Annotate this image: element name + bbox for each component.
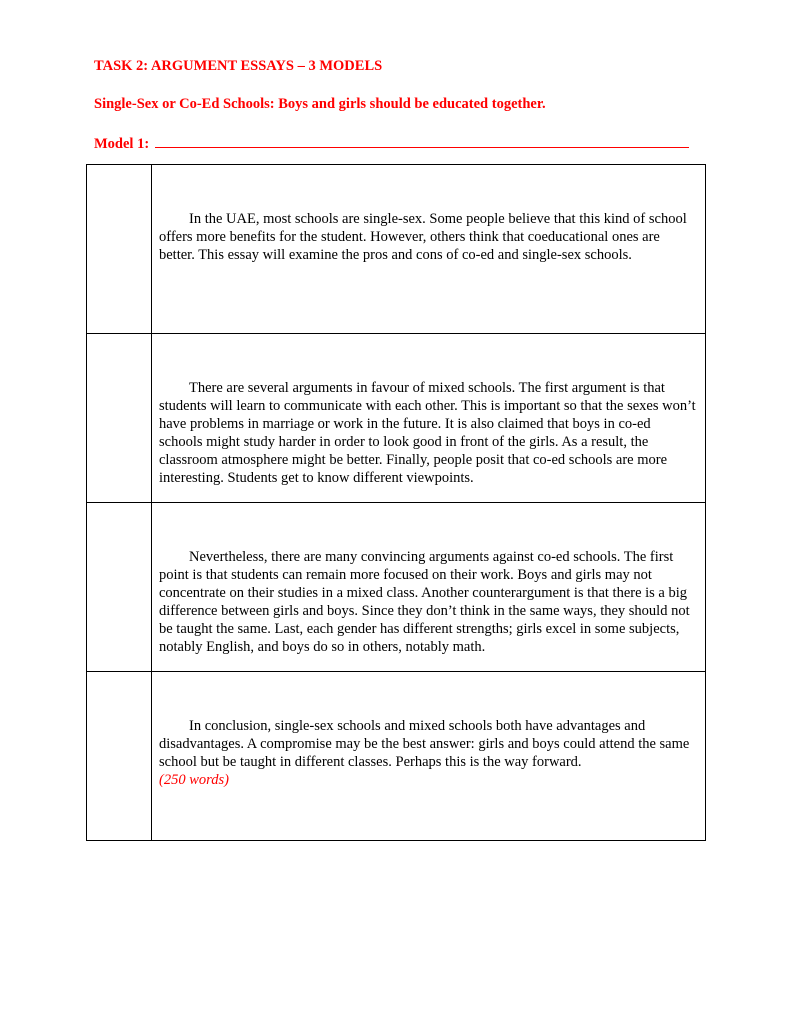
table-row xyxy=(87,165,706,334)
margin-cell-2 xyxy=(87,334,152,503)
paragraph-cell-1 xyxy=(152,165,706,334)
table-row xyxy=(87,672,706,841)
body-paragraph-against: Nevertheless, there are many convincing arguments against co-ed schools. The first point is that students can remain more focused on their work. Boys and girls may not concentrate on their studies in a mixed class. Another counterargument is that there is a big difference between girls and boys. Since they don’t think in the same ways, they should not be taught the same. Last, each gender has different strengths; girls excel in some subjects, notably English, and boys do so in others, notably math. xyxy=(159,549,690,655)
introduction-paragraph: In the UAE, most schools are single-sex. Some people believe that this kind of school offers more benefits for the student. However, others think that coeducational ones are better. This essay will examine the pros and cons of co-ed and single-sex schools. xyxy=(159,211,687,263)
model-heading xyxy=(94,133,689,153)
essay-prompt: Single-Sex or Co-Ed Schools: Boys and girls should be educated together. xyxy=(94,96,546,112)
model-label: Model 1: xyxy=(94,136,150,152)
table-row xyxy=(87,503,706,672)
word-count: (250 words) xyxy=(159,772,229,788)
paragraph-cell-2 xyxy=(152,334,706,503)
paragraph-cell-3 xyxy=(152,503,706,672)
margin-cell-1 xyxy=(87,165,152,334)
paragraph-cell-4 xyxy=(152,672,706,841)
model-blank-line xyxy=(155,133,689,148)
margin-cell-3 xyxy=(87,503,152,672)
body-paragraph-for: There are several arguments in favour of mixed schools. The first argument is that students will learn to communicate with each other. This is important so that the sexes won’t have problems in marriage or work in the future. It is also claimed that boys in co-ed schools might study harder in order to look good in front of the girls. As a result, the classroom atmosphere might be better. Finally, people posit that co-ed schools are more interesting. Students get to know different viewpoints. xyxy=(159,380,696,486)
table-row xyxy=(87,334,706,503)
conclusion-paragraph: In conclusion, single-sex schools and mixed schools both have advantages and disadvantages. A compromise may be the best answer: girls and boys could attend the same school but be taught in different classes. Perhaps this is the way forward. xyxy=(159,718,690,770)
essay-table xyxy=(86,164,706,841)
margin-cell-4 xyxy=(87,672,152,841)
page-title: TASK 2: ARGUMENT ESSAYS – 3 MODELS xyxy=(94,58,383,74)
